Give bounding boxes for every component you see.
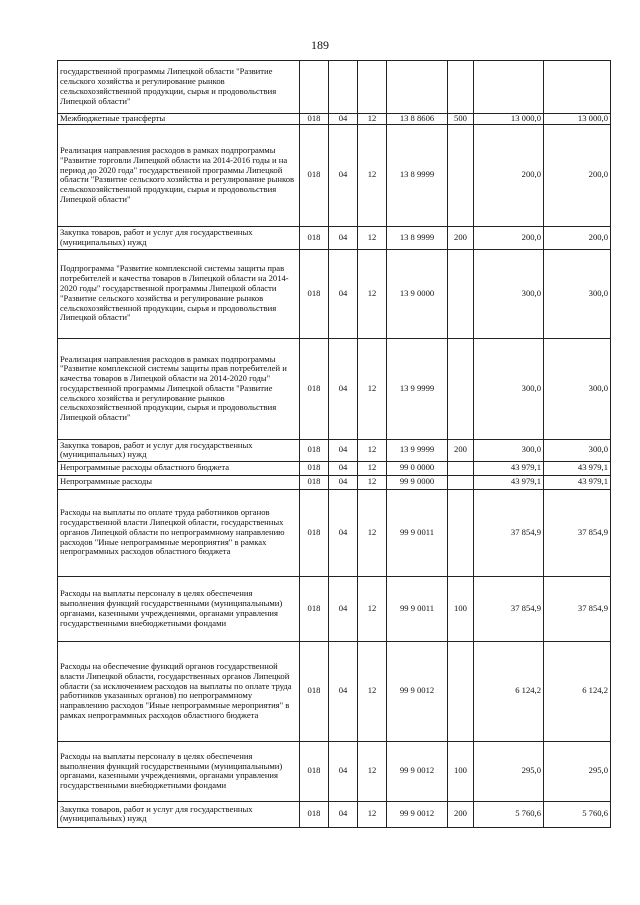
expenditure-name-cell: Расходы на обеспечение функций органов государственной власти Липецкой области, государственных органов Липецкой области (за исключением расходов на выплаты по оплате труда работников указанных органов) по непрограммному направлению расходов "Иные непрограммные мероприятия" в рамках непрограммных расходов областного бюджета: [58, 641, 300, 741]
ministry-code-cell: 018: [300, 641, 329, 741]
amount-cell: 43 979,1: [474, 461, 544, 475]
expenditure-name-cell: Непрограммные расходы областного бюджета: [58, 461, 300, 475]
expense-type-cell: [448, 124, 474, 226]
section-code-cell: 04: [329, 641, 358, 741]
section-code-cell: 04: [329, 124, 358, 226]
table-row: [58, 461, 611, 475]
ministry-code-cell: 018: [300, 741, 329, 801]
expense-type-cell: 500: [448, 114, 474, 125]
amount-cell: 200,0: [544, 226, 611, 249]
section-code-cell: 04: [329, 801, 358, 827]
expense-type-cell: 100: [448, 741, 474, 801]
subsection-code-cell: 12: [358, 475, 387, 489]
amount-cell: 37 854,9: [544, 576, 611, 641]
expense-type-cell: [448, 338, 474, 439]
section-code-cell: 04: [329, 114, 358, 125]
expenditure-name-cell: Реализация направления расходов в рамках подпрограммы "Развитие комплексной системы защиты прав потребителей и качества товаров в Липецкой области на 2014-2020 годы" государственной программы Липецкой области "Развитие сельского хозяйства и регулирование рынков сельскохозяйственной продукции, сырья и продовольствия Липецкой области": [58, 338, 300, 439]
amount-cell: 6 124,2: [544, 641, 611, 741]
expense-type-cell: [448, 475, 474, 489]
amount-cell: 200,0: [544, 124, 611, 226]
budget-table-body: [58, 61, 611, 828]
table-row: [58, 475, 611, 489]
amount-cell: 295,0: [544, 741, 611, 801]
expenditure-name-cell: Расходы на выплаты по оплате труда работников органов государственной власти Липецкой области, государственных органов Липецкой области по непрограммному направлению расходов "Иные непрограммные мероприятия" в рамках непрограммных расходов областного бюджета: [58, 489, 300, 576]
ministry-code-cell: 018: [300, 249, 329, 338]
amount-cell: 5 760,6: [544, 801, 611, 827]
subsection-code-cell: 12: [358, 338, 387, 439]
subsection-code-cell: 12: [358, 226, 387, 249]
subsection-code-cell: 12: [358, 439, 387, 461]
subsection-code-cell: [358, 61, 387, 114]
subsection-code-cell: 12: [358, 124, 387, 226]
subsection-code-cell: 12: [358, 114, 387, 125]
expense-type-cell: [448, 641, 474, 741]
subsection-code-cell: 12: [358, 641, 387, 741]
expenditure-name-cell: Расходы на выплаты персоналу в целях обеспечения выполнения функций государственными (муниципальными) органами, казенными учреждениями, органами управления государственными внебюджетными фондами: [58, 576, 300, 641]
section-code-cell: 04: [329, 439, 358, 461]
target-article-cell: 99 0 0000: [387, 461, 448, 475]
target-article-cell: 13 8 8606: [387, 114, 448, 125]
section-code-cell: 04: [329, 741, 358, 801]
ministry-code-cell: [300, 61, 329, 114]
expense-type-cell: 200: [448, 226, 474, 249]
expenditure-name-cell: Подпрограмма "Развитие комплексной системы защиты прав потребителей и качества товаров в Липецкой области на 2014-2020 годы" государственной программы Липецкой области "Развитие сельского хозяйства и регулирование рынков сельскохозяйственной продукции, сырья и продовольствия Липецкой области": [58, 249, 300, 338]
section-code-cell: [329, 61, 358, 114]
subsection-code-cell: 12: [358, 741, 387, 801]
amount-cell: 37 854,9: [474, 576, 544, 641]
expenditure-name-cell: Межбюджетные трансферты: [58, 114, 300, 125]
amount-cell: 37 854,9: [474, 489, 544, 576]
expenditure-name-cell: Закупка товаров, работ и услуг для государственных (муниципальных) нужд: [58, 439, 300, 461]
table-row: [58, 61, 611, 114]
ministry-code-cell: 018: [300, 124, 329, 226]
table-row: [58, 226, 611, 249]
table-row: [58, 338, 611, 439]
ministry-code-cell: 018: [300, 801, 329, 827]
budget-table: [57, 60, 611, 828]
section-code-cell: 04: [329, 475, 358, 489]
amount-cell: 6 124,2: [474, 641, 544, 741]
amount-cell: 300,0: [544, 338, 611, 439]
amount-cell: 43 979,1: [474, 475, 544, 489]
ministry-code-cell: 018: [300, 461, 329, 475]
expenditure-name-cell: Реализация направления расходов в рамках подпрограммы "Развитие торговли Липецкой области на 2014-2016 годы и на период до 2020 года" государственной программы Липецкой области "Развитие сельского хозяйства и регулирование рынков сельскохозяйственной продукции, сырья и продовольствия Липецкой области": [58, 124, 300, 226]
amount-cell: 200,0: [474, 124, 544, 226]
table-row: [58, 801, 611, 827]
subsection-code-cell: 12: [358, 489, 387, 576]
amount-cell: 300,0: [474, 249, 544, 338]
amount-cell: 300,0: [544, 439, 611, 461]
expense-type-cell: [448, 61, 474, 114]
ministry-code-cell: 018: [300, 338, 329, 439]
target-article-cell: 99 9 0012: [387, 801, 448, 827]
target-article-cell: [387, 61, 448, 114]
table-row: [58, 439, 611, 461]
expense-type-cell: 200: [448, 801, 474, 827]
expense-type-cell: [448, 489, 474, 576]
table-row: [58, 114, 611, 125]
amount-cell: 13 000,0: [544, 114, 611, 125]
target-article-cell: 99 9 0000: [387, 475, 448, 489]
amount-cell: 13 000,0: [474, 114, 544, 125]
amount-cell: 5 760,6: [474, 801, 544, 827]
amount-cell: [544, 61, 611, 114]
table-row: [58, 489, 611, 576]
ministry-code-cell: 018: [300, 475, 329, 489]
amount-cell: 300,0: [474, 439, 544, 461]
target-article-cell: 13 9 9999: [387, 338, 448, 439]
amount-cell: [474, 61, 544, 114]
subsection-code-cell: 12: [358, 576, 387, 641]
amount-cell: 295,0: [474, 741, 544, 801]
expense-type-cell: [448, 249, 474, 338]
amount-cell: 300,0: [474, 338, 544, 439]
page-number: 189: [311, 38, 329, 52]
subsection-code-cell: 12: [358, 461, 387, 475]
expenditure-name-cell: государственной программы Липецкой области "Развитие сельского хозяйства и регулирование рынков сельскохозяйственной продукции, сырья и продовольствия Липецкой области": [58, 61, 300, 114]
subsection-code-cell: 12: [358, 801, 387, 827]
section-code-cell: 04: [329, 461, 358, 475]
ministry-code-cell: 018: [300, 114, 329, 125]
target-article-cell: 99 9 0011: [387, 576, 448, 641]
subsection-code-cell: 12: [358, 249, 387, 338]
table-row: [58, 249, 611, 338]
table-row: [58, 641, 611, 741]
amount-cell: 43 979,1: [544, 461, 611, 475]
table-row: [58, 124, 611, 226]
target-article-cell: 13 8 9999: [387, 226, 448, 249]
section-code-cell: 04: [329, 489, 358, 576]
section-code-cell: 04: [329, 576, 358, 641]
ministry-code-cell: 018: [300, 576, 329, 641]
table-row: [58, 741, 611, 801]
section-code-cell: 04: [329, 226, 358, 249]
expenditure-name-cell: Непрограммные расходы: [58, 475, 300, 489]
target-article-cell: 99 9 0012: [387, 741, 448, 801]
amount-cell: 43 979,1: [544, 475, 611, 489]
ministry-code-cell: 018: [300, 489, 329, 576]
section-code-cell: 04: [329, 338, 358, 439]
amount-cell: 300,0: [544, 249, 611, 338]
target-article-cell: 99 9 0011: [387, 489, 448, 576]
expenditure-name-cell: Закупка товаров, работ и услуг для государственных (муниципальных) нужд: [58, 801, 300, 827]
section-code-cell: 04: [329, 249, 358, 338]
ministry-code-cell: 018: [300, 439, 329, 461]
expense-type-cell: 200: [448, 439, 474, 461]
table-row: [58, 576, 611, 641]
amount-cell: 37 854,9: [544, 489, 611, 576]
expense-type-cell: 100: [448, 576, 474, 641]
target-article-cell: 99 9 0012: [387, 641, 448, 741]
target-article-cell: 13 9 9999: [387, 439, 448, 461]
target-article-cell: 13 9 0000: [387, 249, 448, 338]
amount-cell: 200,0: [474, 226, 544, 249]
expense-type-cell: [448, 461, 474, 475]
expenditure-name-cell: Расходы на выплаты персоналу в целях обеспечения выполнения функций государственными (муниципальными) органами, казенными учреждениями, органами управления государственными внебюджетными фондами: [58, 741, 300, 801]
target-article-cell: 13 8 9999: [387, 124, 448, 226]
ministry-code-cell: 018: [300, 226, 329, 249]
expenditure-name-cell: Закупка товаров, работ и услуг для государственных (муниципальных) нужд: [58, 226, 300, 249]
